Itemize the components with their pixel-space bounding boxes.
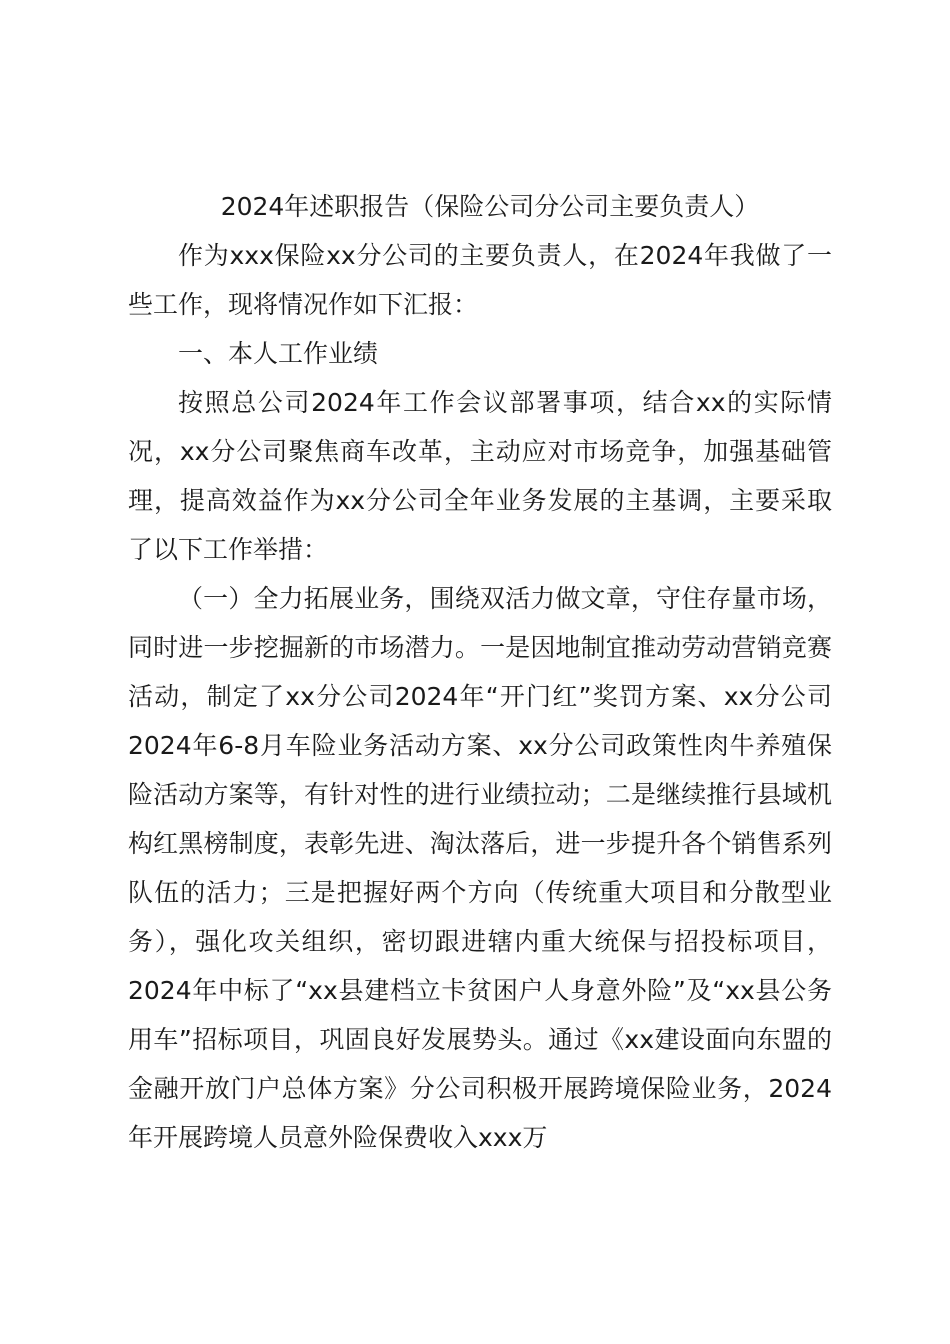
section-heading: 一、本人工作业绩 bbox=[178, 339, 379, 368]
document-body bbox=[128, 182, 832, 1162]
body-paragraph: 按照总公司2024年工作会议部署事项，结合xx的实际情况，xx分公司聚焦商车改革，主动应对市场竞争，加强基础管理，提高效益作为xx分公司全年业务发展的主基调，主要采取了以下工作举措： bbox=[128, 388, 832, 564]
intro-paragraph: 作为xxx保险xx分公司的主要负责人，在2024年我做了一些工作，现将情况作如下汇报： bbox=[128, 241, 832, 319]
body-paragraph: （一）全力拓展业务，围绕双活力做文章，守住存量市场，同时进一步挖掘新的市场潜力。一是因地制宜推动劳动营销竞赛活动，制定了xx分公司2024年“开门红”奖罚方案、xx分公司2024年6-8月车险业务活动方案、xx分公司政策性肉牛养殖保险活动方案等，有针对性的进行业绩拉动；二是继续推行县域机构红黑榜制度，表彰先进、淘汰落后，进一步提升各个销售系列队伍的活力；三是把握好两个方向（传统重大项目和分散型业务），强化攻关组织，密切跟进辖内重大统保与招投标项目，2024年中标了“xx县建档立卡贫困户人身意外险”及“xx县公务用车”招标项目，巩固良好发展势头。通过《xx建设面向东盟的金融开放门户总体方案》分公司积极开展跨境保险业务，2024年开展跨境人员意外险保费收入xxx万 bbox=[128, 584, 832, 1152]
document-title: 2024年述职报告（保险公司分公司主要负责人） bbox=[220, 192, 760, 221]
